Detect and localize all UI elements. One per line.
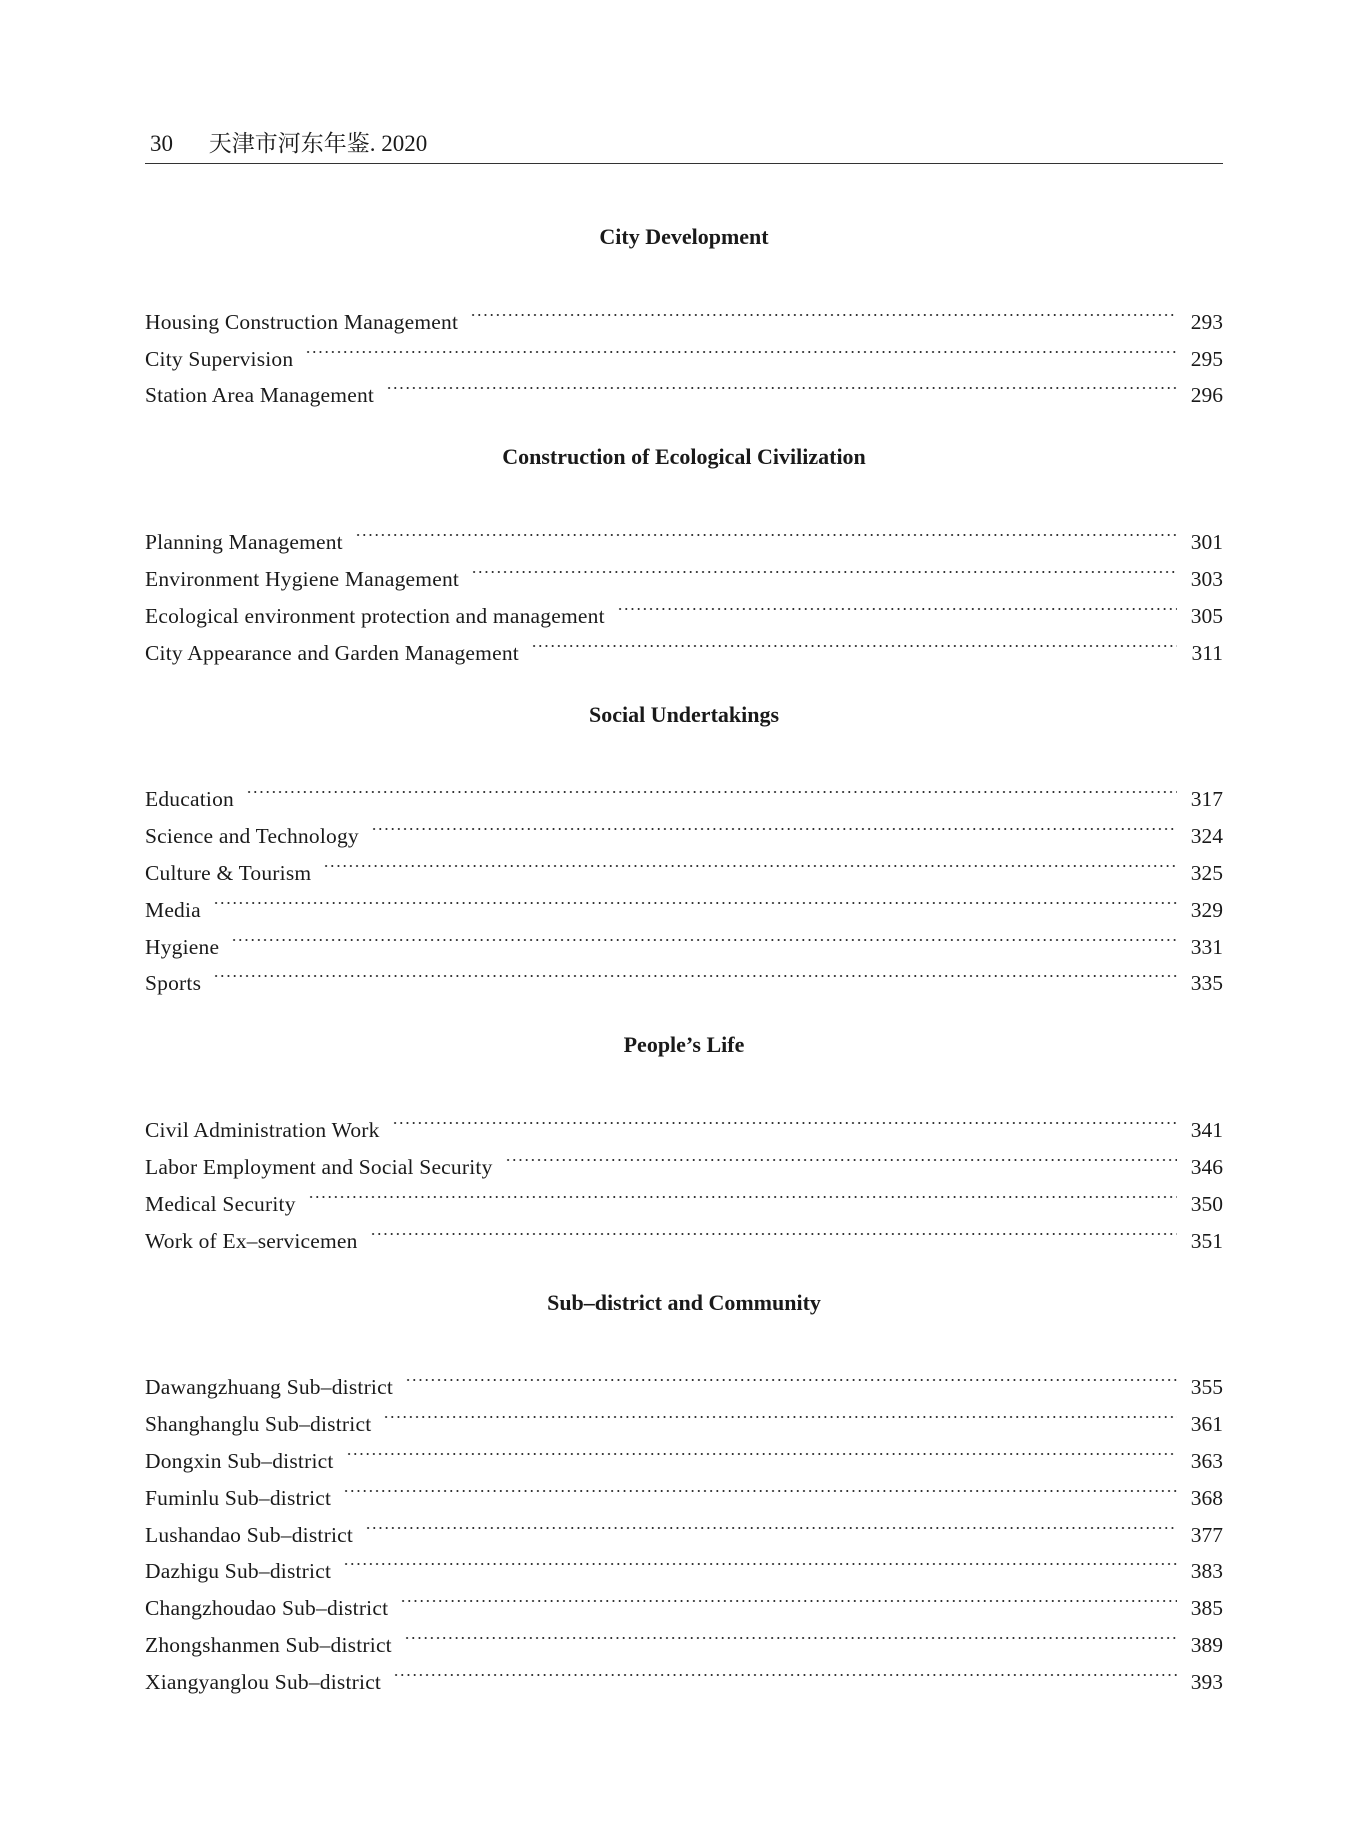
dot-leader: [383, 1394, 1177, 1431]
entry-title: Xiangyanglou Sub–district: [145, 1669, 382, 1694]
dot-leader: [343, 1468, 1177, 1505]
entry-page: 335: [1190, 971, 1223, 996]
dot-leader: [231, 917, 1177, 954]
toc-entry[interactable]: [145, 512, 1223, 555]
entry-title: City Supervision: [145, 346, 294, 371]
toc-section: [145, 220, 1223, 408]
toc-entry[interactable]: [145, 880, 1223, 922]
toc-section: [145, 1028, 1223, 1253]
entry-title: Fuminlu Sub–district: [145, 1485, 332, 1510]
entry-title: Station Area Management: [145, 383, 375, 408]
entry-title: Ecological environment protection and management: [145, 603, 605, 628]
entry-title: Media: [145, 897, 201, 922]
entry-title: Shanghanglu Sub–district: [145, 1412, 372, 1437]
entry-title: City Appearance and Garden Management: [145, 640, 519, 665]
entry-page: 389: [1190, 1632, 1223, 1657]
entry-title: Education: [145, 787, 234, 812]
entry-page: 361: [1190, 1412, 1223, 1437]
dot-leader: [531, 623, 1177, 660]
dot-leader: [213, 954, 1177, 991]
entry-title: Dawangzhuang Sub–district: [145, 1375, 394, 1400]
entry-page: 393: [1190, 1669, 1223, 1694]
page-number: 30: [150, 131, 173, 156]
entry-page: 324: [1190, 824, 1223, 849]
entry-page: 325: [1190, 860, 1223, 885]
entry-title: Work of Ex–servicemen: [145, 1228, 358, 1253]
entry-title: Medical Security: [145, 1191, 296, 1216]
entry-title: Culture & Tourism: [145, 860, 312, 885]
toc-entry[interactable]: [145, 366, 1223, 408]
toc-section: [145, 698, 1223, 996]
dot-leader: [355, 512, 1177, 549]
entry-page: 355: [1190, 1375, 1223, 1400]
dot-leader: [471, 549, 1177, 586]
dot-leader: [405, 1358, 1177, 1395]
entry-title: Science and Technology: [145, 824, 359, 849]
dot-leader: [246, 770, 1177, 807]
dot-leader: [392, 1100, 1177, 1137]
entry-page: 305: [1190, 603, 1223, 628]
entry-title: Dongxin Sub–district: [145, 1448, 334, 1473]
entry-page: 377: [1190, 1522, 1223, 1547]
entry-page: 351: [1190, 1228, 1223, 1253]
entry-title: Dazhigu Sub–district: [145, 1559, 332, 1584]
toc-entry[interactable]: [145, 292, 1223, 334]
entry-page: 293: [1190, 309, 1223, 334]
section-heading: People’s Life: [623, 1032, 745, 1058]
entry-page: 329: [1190, 897, 1223, 922]
entry-page: 295: [1190, 346, 1223, 371]
section-heading: Construction of Ecological Civilization: [502, 444, 866, 470]
section-heading: Social Undertakings: [588, 701, 780, 727]
dot-leader: [346, 1431, 1177, 1468]
toc-entry[interactable]: [145, 917, 1223, 959]
dot-leader: [386, 366, 1177, 403]
table-of-contents: [145, 220, 1223, 1727]
entry-title: Labor Employment and Social Security: [145, 1154, 493, 1179]
dot-leader: [365, 1505, 1177, 1542]
entry-title: Zhongshanmen Sub–district: [145, 1632, 392, 1657]
entry-page: 383: [1190, 1559, 1223, 1584]
dot-leader: [393, 1652, 1177, 1689]
dot-leader: [213, 880, 1177, 917]
section-heading: City Development: [599, 224, 769, 249]
toc-entry[interactable]: [145, 1174, 1223, 1216]
entry-title: Lushandao Sub–district: [145, 1522, 354, 1547]
dot-leader: [404, 1615, 1177, 1652]
entry-title: Planning Management: [145, 530, 343, 555]
toc-entry[interactable]: [145, 1100, 1223, 1143]
dot-leader: [371, 806, 1177, 843]
toc-entry[interactable]: [145, 1358, 1223, 1400]
entry-page: 296: [1190, 383, 1223, 408]
entry-page: 363: [1190, 1448, 1223, 1473]
entry-page: 301: [1190, 530, 1223, 555]
entry-page: 368: [1190, 1485, 1223, 1510]
entry-title: Housing Construction Management: [145, 309, 459, 334]
dot-leader: [323, 843, 1177, 880]
entry-page: 303: [1190, 566, 1223, 591]
dot-leader: [305, 329, 1177, 366]
entry-title: Sports: [145, 971, 202, 996]
entry-page: 331: [1190, 934, 1223, 959]
entry-page: 311: [1191, 640, 1223, 665]
header-rule: [145, 163, 1223, 164]
dot-leader: [505, 1137, 1177, 1174]
toc-entry[interactable]: [145, 329, 1223, 371]
entry-page: 341: [1190, 1118, 1223, 1143]
section-heading: Sub–district and Community: [547, 1289, 821, 1315]
document-page: [145, 0, 1223, 1832]
toc-entry[interactable]: [145, 954, 1223, 996]
entry-title: Hygiene: [145, 934, 220, 959]
dot-leader: [308, 1174, 1177, 1211]
toc-section: [145, 1286, 1223, 1694]
dot-leader: [617, 586, 1177, 623]
entry-page: 346: [1190, 1154, 1223, 1179]
toc-section: [145, 440, 1223, 665]
dot-leader: [370, 1211, 1177, 1248]
toc-entry[interactable]: [145, 806, 1223, 849]
running-head: [145, 126, 1223, 162]
dot-leader: [400, 1578, 1177, 1615]
dot-leader: [343, 1542, 1177, 1579]
entry-title: Changzhoudao Sub–district: [145, 1596, 389, 1621]
book-title: 天津市河东年鉴. 2020: [208, 131, 428, 156]
entry-title: Civil Administration Work: [145, 1118, 380, 1143]
entry-page: 350: [1190, 1191, 1223, 1216]
entry-page: 317: [1190, 787, 1223, 812]
dot-leader: [470, 292, 1177, 329]
toc-entry[interactable]: [145, 770, 1223, 812]
entry-page: 385: [1190, 1596, 1223, 1621]
entry-title: Environment Hygiene Management: [145, 566, 460, 591]
